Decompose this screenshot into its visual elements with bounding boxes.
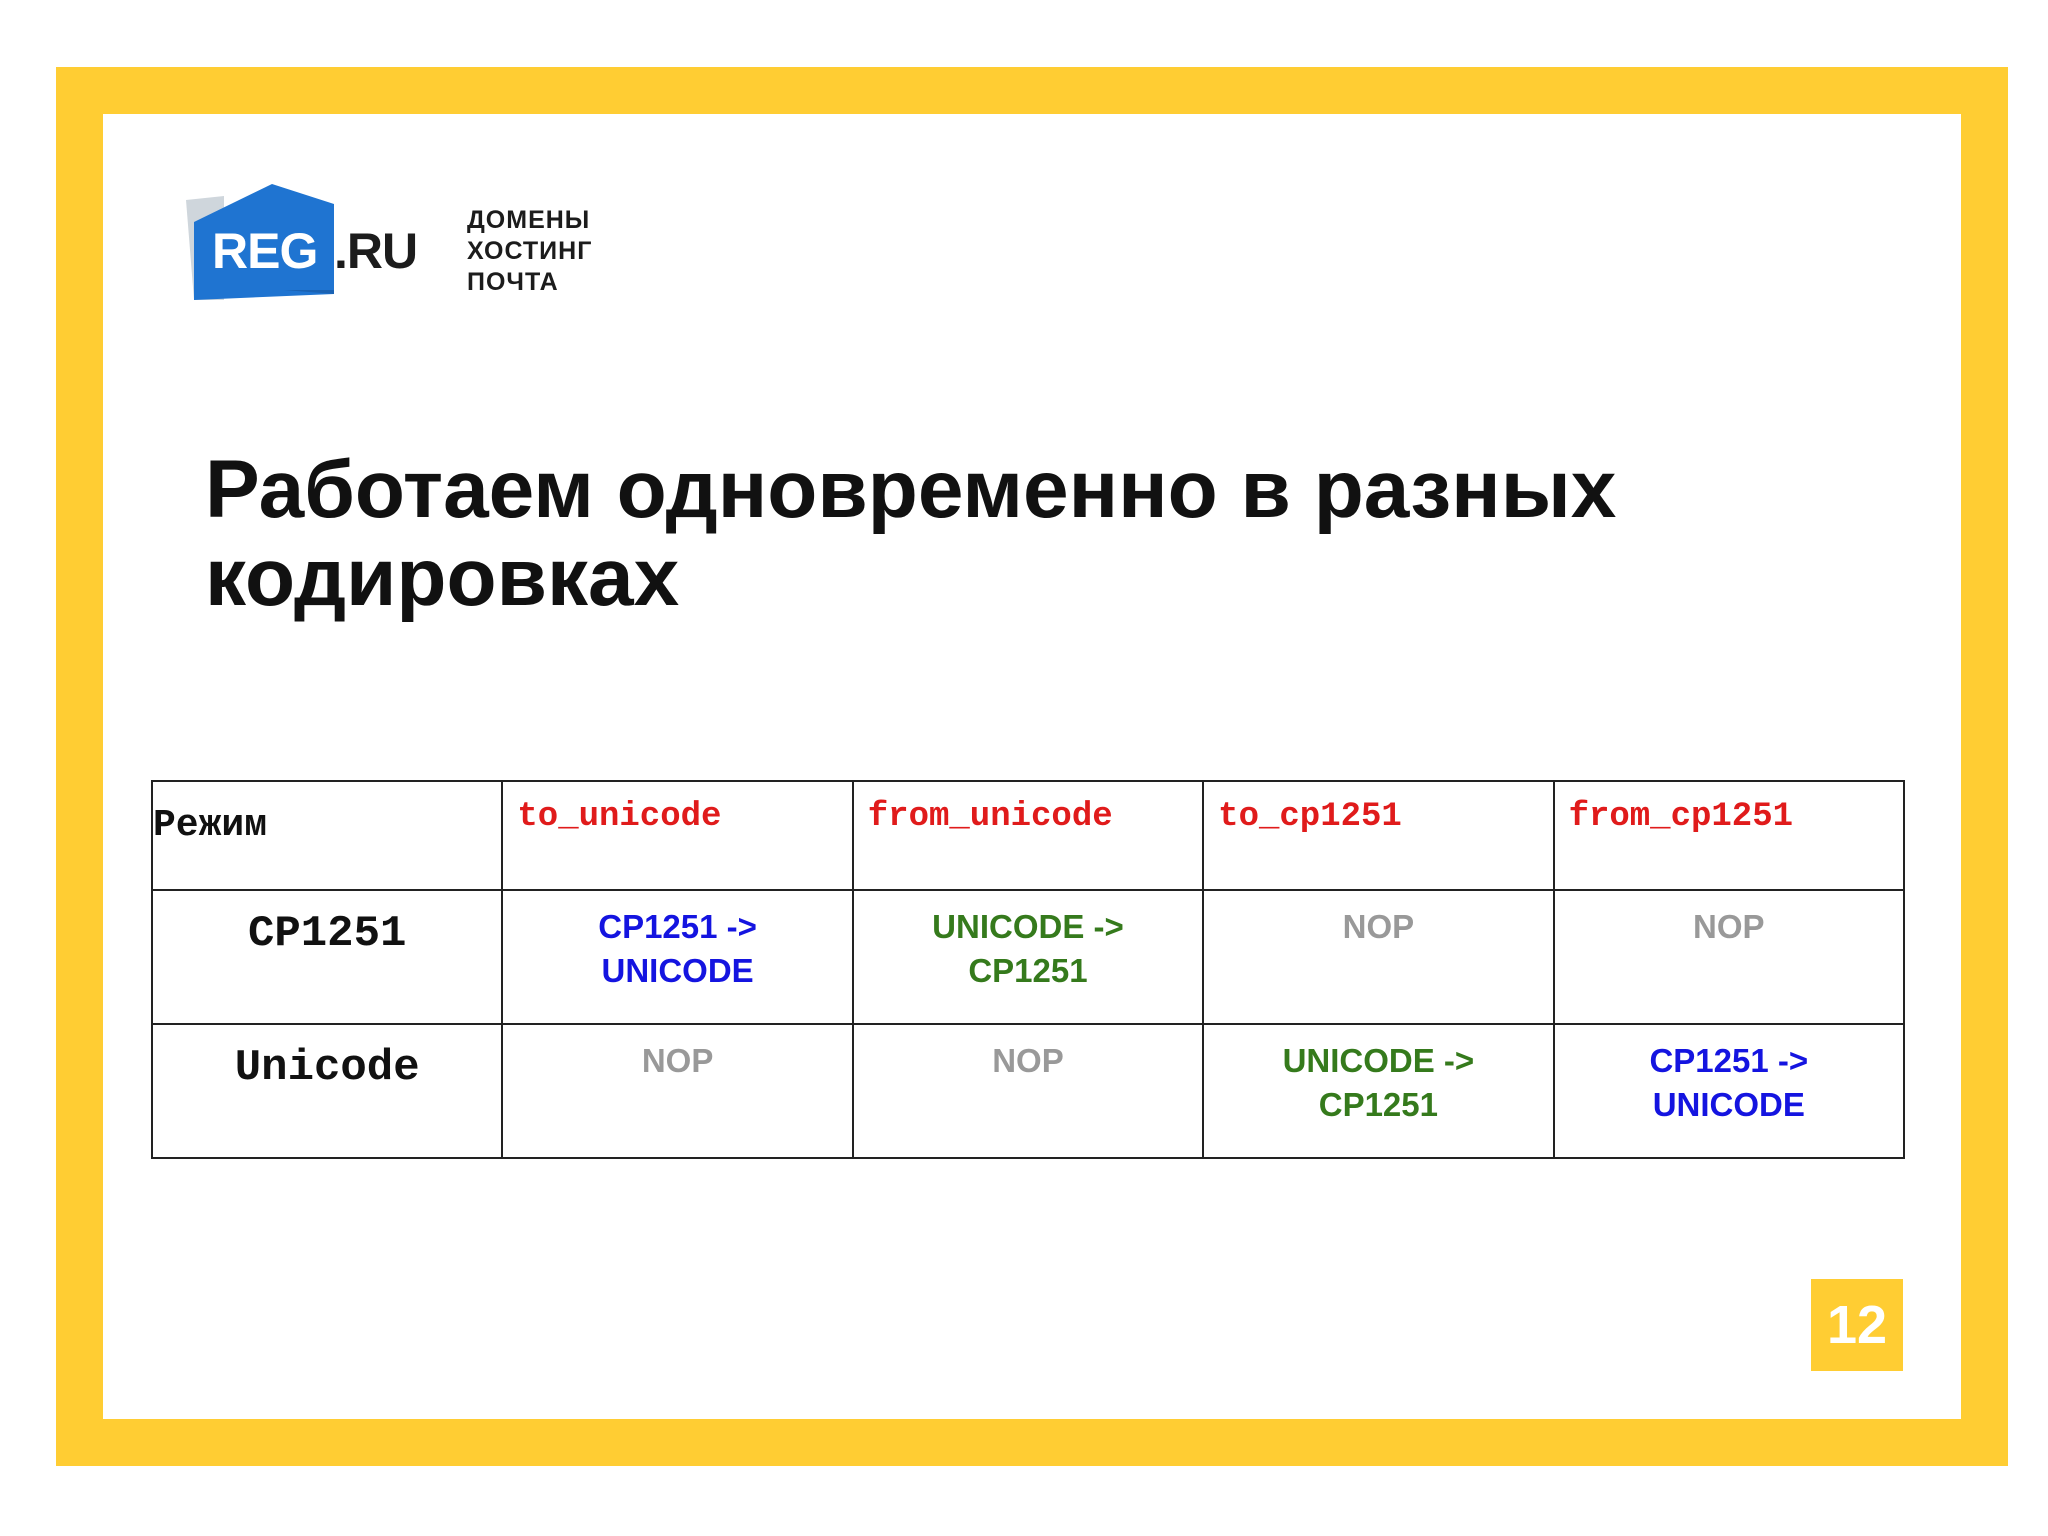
header-from-unicode: from_unicode bbox=[853, 781, 1203, 890]
logo-brand: REG bbox=[212, 223, 318, 279]
tagline-domains: ДОМЕНЫ bbox=[467, 206, 591, 234]
logo-suffix: .RU bbox=[334, 223, 418, 279]
logo-tagline bbox=[467, 205, 592, 298]
table-cell: CP1251 -> UNICODE bbox=[1554, 1024, 1904, 1158]
table-row bbox=[152, 1024, 1904, 1158]
header-to-cp1251: to_cp1251 bbox=[1203, 781, 1553, 890]
row-label-unicode: Unicode bbox=[152, 1024, 502, 1158]
table-cell: UNICODE -> CP1251 bbox=[853, 890, 1203, 1024]
slide-content bbox=[103, 114, 1961, 1419]
table-row bbox=[152, 890, 1904, 1024]
table-cell: NOP bbox=[1554, 890, 1904, 1024]
table-cell: NOP bbox=[1203, 890, 1553, 1024]
header-to-unicode: to_unicode bbox=[502, 781, 852, 890]
slide-title: Работаем одновременно в разных кодировках bbox=[205, 444, 1617, 623]
table-cell: NOP bbox=[853, 1024, 1203, 1158]
table-cell: UNICODE -> CP1251 bbox=[1203, 1024, 1553, 1158]
table-cell: CP1251 -> UNICODE bbox=[502, 890, 852, 1024]
tagline-hosting: ХОСТИНГ bbox=[467, 237, 593, 265]
table-cell: NOP bbox=[502, 1024, 852, 1158]
header-from-cp1251: from_cp1251 bbox=[1554, 781, 1904, 890]
page-number-badge: 12 bbox=[1811, 1279, 1903, 1371]
encoding-modes-table bbox=[151, 780, 1905, 1159]
row-label-cp1251: CP1251 bbox=[152, 890, 502, 1024]
table-header-row bbox=[152, 781, 1904, 890]
tagline-mail: ПОЧТА bbox=[467, 268, 559, 296]
header-mode: Режим bbox=[152, 781, 502, 890]
